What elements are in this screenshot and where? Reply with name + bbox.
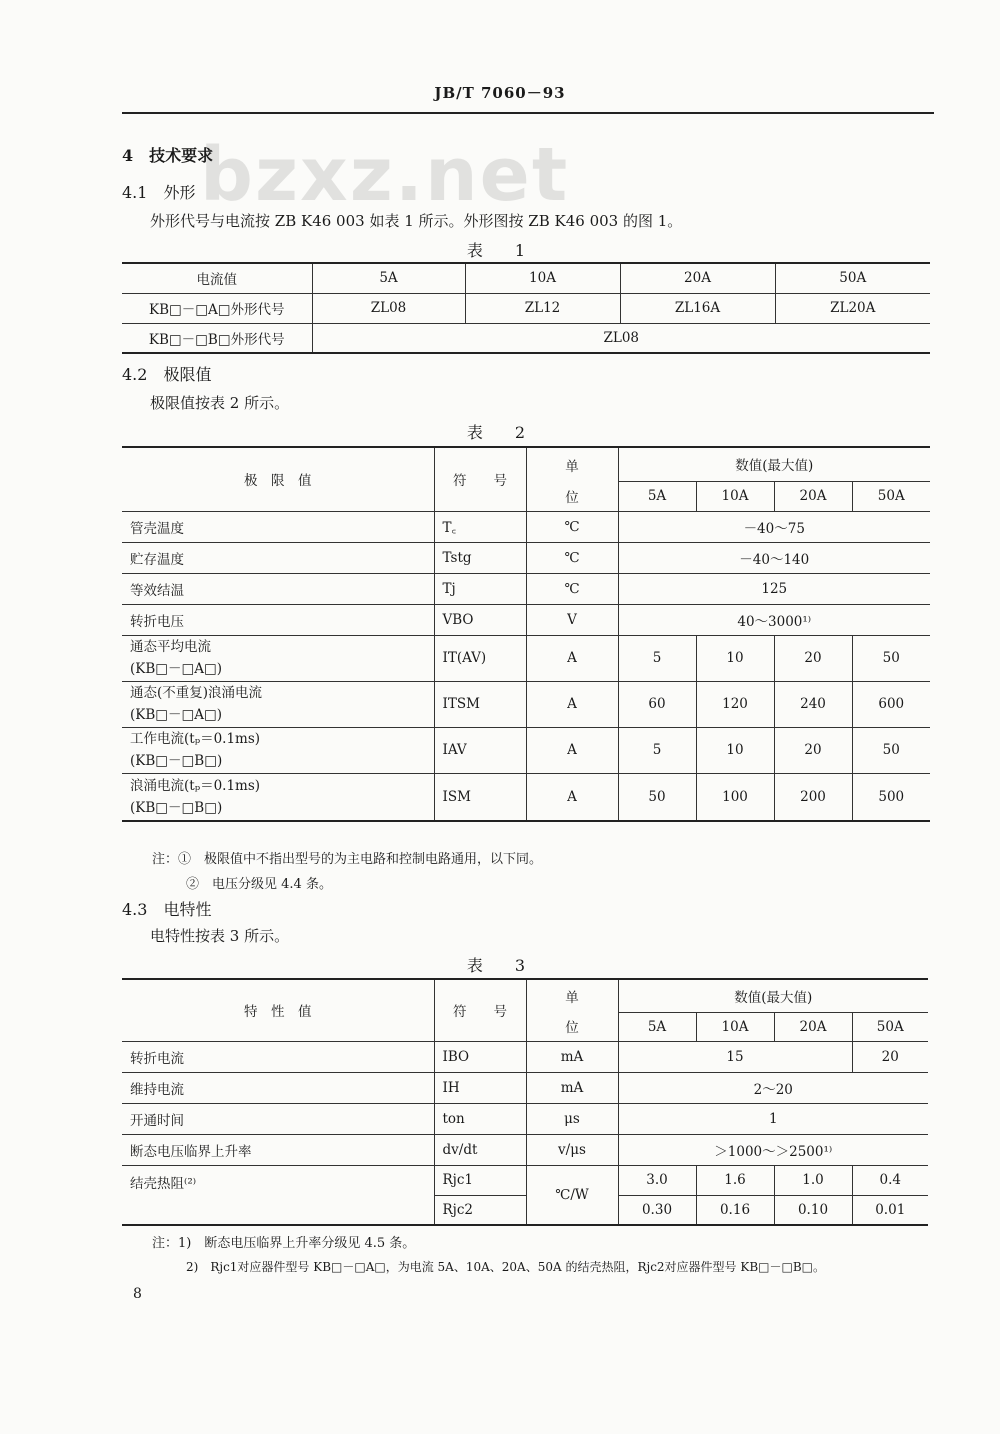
table-3-row-name: 断态电压临界上升率	[122, 1134, 434, 1165]
table-2-row-name: 工作电流(tₚ＝0.1ms) (KB□－□B□)	[122, 727, 434, 773]
table-1-row-label: KB□－□A□外形代号	[122, 293, 312, 323]
table-2-head-name: 极 限 值	[122, 447, 434, 511]
table-2-cell: 5	[618, 727, 696, 773]
table-2-caption: 表 2	[466, 423, 534, 442]
watermark: bzxz.net	[200, 132, 570, 218]
table-2-col: 20A	[774, 481, 852, 511]
table-3-cell: 15	[618, 1041, 852, 1072]
table-3-row-symbol: dv/dt	[434, 1134, 526, 1165]
table-2-row-name: 通态(不重复)浪涌电流 (KB□－□A□)	[122, 681, 434, 727]
table-2-note-2: ② 电压分级见 4.4 条。	[186, 877, 332, 892]
table-2-row-value: 125	[618, 573, 930, 604]
table-3-cell: ＞1000～＞2500¹⁾	[618, 1134, 928, 1165]
table-2-row-symbol: IAV	[434, 727, 526, 773]
table-3-cell: 1.6	[696, 1165, 774, 1195]
table-3-row-unit: mA	[526, 1041, 618, 1072]
table-2-cell: 240	[774, 681, 852, 727]
table-2-row-unit: A	[526, 635, 618, 681]
table-2-row-name: 浪涌电流(tₚ＝0.1ms) (KB□－□B□)	[122, 773, 434, 821]
table-2-cell: 20	[774, 635, 852, 681]
table-1	[122, 262, 930, 354]
table-2-cell: 50	[618, 773, 696, 821]
header-rule	[122, 112, 934, 114]
table-1-cell: ZL20A	[775, 293, 930, 323]
table-2-row-unit: A	[526, 681, 618, 727]
table-3-cell: 0.16	[696, 1195, 774, 1225]
table-3-col: 5A	[618, 1012, 696, 1041]
table-3-row-symbol: ton	[434, 1103, 526, 1134]
table-2-row-unit: ℃	[526, 573, 618, 604]
table-2-row-symbol: Tstg	[434, 542, 526, 573]
table-2-row-symbol: ITSM	[434, 681, 526, 727]
table-2-cell: 20	[774, 727, 852, 773]
table-3-cell: 0.30	[618, 1195, 696, 1225]
table-1-caption: 表 1	[466, 241, 534, 260]
section-4-1-title: 4.1 外形	[122, 183, 196, 202]
table-3-cell: 2～20	[618, 1072, 928, 1103]
table-2-cell: 120	[696, 681, 774, 727]
table-3-note-2: 2) Rjc1对应器件型号 KB□－□A□，为电流 5A、10A、20A、50A 的结壳热阻，Rjc2对应器件型号 KB□－□B□。	[186, 1260, 825, 1274]
table-2-row-name: 管壳温度	[122, 511, 434, 542]
table-3-head-unit: 位	[526, 1012, 618, 1041]
section-4-2-title: 4.2 极限值	[122, 365, 212, 384]
table-2-cell: 5	[618, 635, 696, 681]
table-3-head-symbol: 符 号	[434, 979, 526, 1041]
table-1-row-label: KB□－□B□外形代号	[122, 323, 312, 353]
table-1-head-cell: 50A	[775, 263, 930, 293]
table-3-cell: 3.0	[618, 1165, 696, 1195]
table-3-row-name: 转折电流	[122, 1041, 434, 1072]
table-2-row-symbol: ISM	[434, 773, 526, 821]
table-2-cell: 10	[696, 635, 774, 681]
table-2-row-name: 贮存温度	[122, 542, 434, 573]
section-4-1-text: 外形代号与电流按 ZB K46 003 如表 1 所示。外形图按 ZB K46 003 的图 1。	[150, 212, 683, 230]
table-3-col: 20A	[774, 1012, 852, 1041]
section-4-2-text: 极限值按表 2 所示。	[150, 394, 290, 412]
table-2-row-symbol: T꜀	[434, 511, 526, 542]
table-3-head-name: 特 性 值	[122, 979, 434, 1041]
table-2	[122, 446, 930, 822]
table-1-cell: ZL12	[465, 293, 620, 323]
table-2-col: 5A	[618, 481, 696, 511]
table-2-row-unit: A	[526, 773, 618, 821]
table-3-col: 10A	[696, 1012, 774, 1041]
table-2-row-unit: ℃	[526, 511, 618, 542]
table-2-row-name: 转折电压	[122, 604, 434, 635]
table-2-cell: 50	[852, 635, 930, 681]
table-1-cell: ZL08	[312, 323, 930, 353]
table-2-row-name: 等效结温	[122, 573, 434, 604]
table-3-cell: 20	[852, 1041, 928, 1072]
table-3-row-unit: v/μs	[526, 1134, 618, 1165]
table-3-row-symbol: Rjc2	[434, 1195, 526, 1225]
table-3-row-unit: ℃/W	[526, 1165, 618, 1225]
table-3-note-1: 注：1) 断态电压临界上升率分级见 4.5 条。	[152, 1236, 416, 1251]
table-2-row-name: 通态平均电流 (KB□－□A□)	[122, 635, 434, 681]
table-3-row-symbol: IBO	[434, 1041, 526, 1072]
table-3-row-name: 开通时间	[122, 1103, 434, 1134]
table-2-cell: 600	[852, 681, 930, 727]
table-3-caption: 表 3	[466, 956, 534, 975]
table-2-row-symbol: Tj	[434, 573, 526, 604]
table-2-row-unit: A	[526, 727, 618, 773]
table-2-row-unit: ℃	[526, 542, 618, 573]
table-2-row-symbol: VBO	[434, 604, 526, 635]
table-1-cell: ZL08	[312, 293, 465, 323]
table-3-row-unit: μs	[526, 1103, 618, 1134]
page-number: 8	[133, 1286, 142, 1302]
table-2-row-value: 40～3000¹⁾	[618, 604, 930, 635]
table-3-row-name: 维持电流	[122, 1072, 434, 1103]
table-3-col: 50A	[852, 1012, 928, 1041]
table-1-head-cell: 5A	[312, 263, 465, 293]
table-2-row-symbol: IT(AV)	[434, 635, 526, 681]
table-2-row-unit: V	[526, 604, 618, 635]
table-3-row-symbol: IH	[434, 1072, 526, 1103]
document-code: JB/T 7060－93	[434, 84, 566, 102]
table-2-head-symbol: 符 号	[434, 447, 526, 511]
table-3-row-unit: mA	[526, 1072, 618, 1103]
table-1-head-label: 电流值	[122, 263, 312, 293]
table-3-cell: 0.01	[852, 1195, 928, 1225]
table-2-cell: 50	[852, 727, 930, 773]
table-2-cell: 10	[696, 727, 774, 773]
table-2-col: 50A	[852, 481, 930, 511]
table-2-cell: 60	[618, 681, 696, 727]
table-3-row-name: 结壳热阻⁽²⁾	[122, 1165, 434, 1225]
table-3-cell: 0.4	[852, 1165, 928, 1195]
section-4-3-text: 电特性按表 3 所示。	[150, 927, 290, 945]
table-2-cell: 500	[852, 773, 930, 821]
table-2-col: 10A	[696, 481, 774, 511]
table-1-head-cell: 20A	[620, 263, 775, 293]
table-2-row-value: －40～140	[618, 542, 930, 573]
table-3-head-value: 数值(最大值)	[618, 979, 928, 1012]
table-2-head-unit: 位	[526, 481, 618, 511]
table-3-cell: 0.10	[774, 1195, 852, 1225]
section-4-3-title: 4.3 电特性	[122, 900, 212, 919]
table-2-cell: 100	[696, 773, 774, 821]
table-3-cell: 1.0	[774, 1165, 852, 1195]
table-2-cell: 200	[774, 773, 852, 821]
table-3-cell: 1	[618, 1103, 928, 1134]
table-2-note-1: 注：① 极限值中不指出型号的为主电路和控制电路通用，以下同。	[152, 852, 543, 867]
section-4-title: 4 技术要求	[122, 146, 214, 165]
table-2-head-unit: 单	[526, 447, 618, 481]
table-3-head-unit: 单	[526, 979, 618, 1012]
table-3-row-symbol: Rjc1	[434, 1165, 526, 1195]
table-3	[122, 978, 928, 1226]
table-1-head-cell: 10A	[465, 263, 620, 293]
table-2-row-value: －40～75	[618, 511, 930, 542]
table-1-cell: ZL16A	[620, 293, 775, 323]
table-2-head-value: 数值(最大值)	[618, 447, 930, 481]
